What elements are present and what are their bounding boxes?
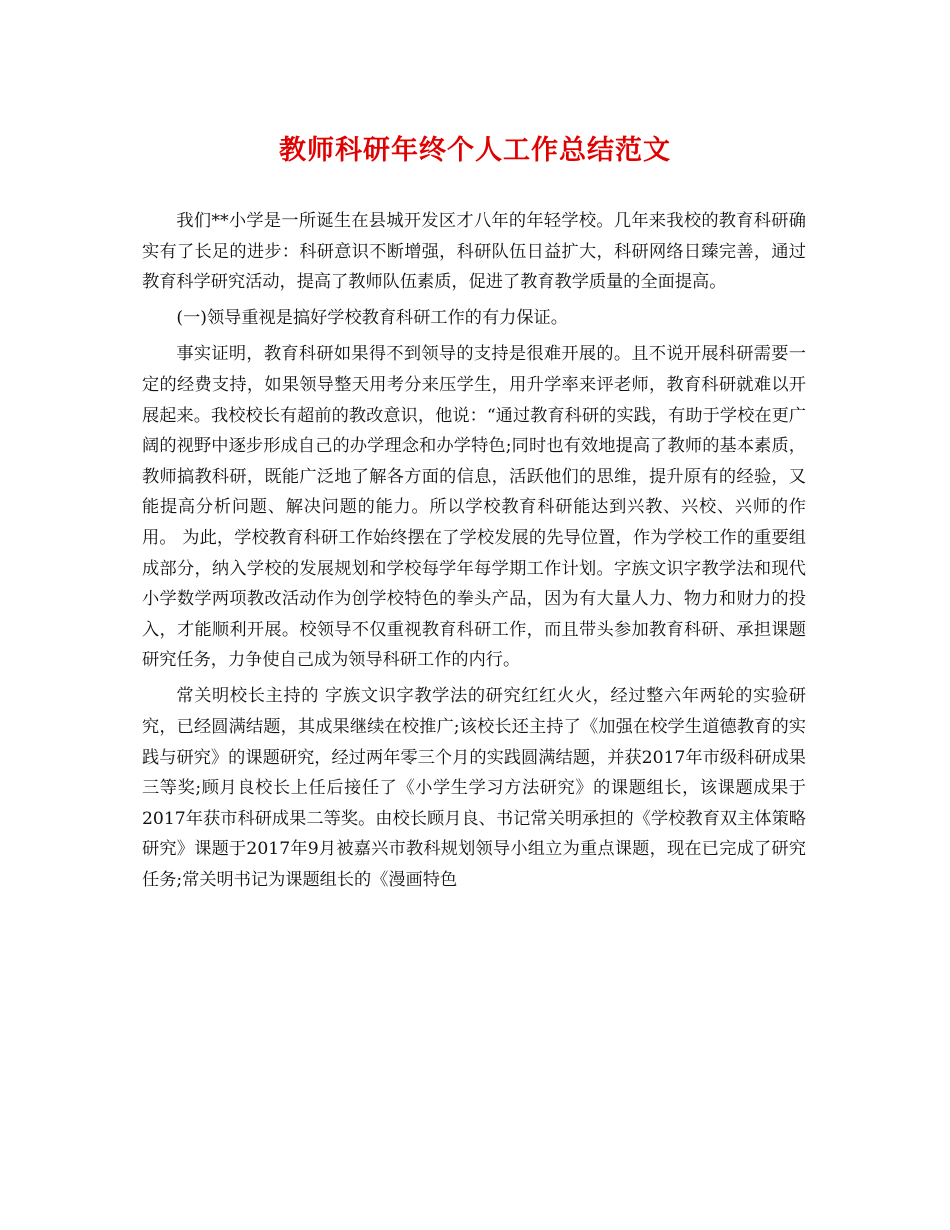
document-title: 教师科研年终个人工作总结范文 (279, 135, 671, 166)
paragraph-leadership: 事实证明，教育科研如果得不到领导的支持是很难开展的。且不说开展科研需要一定的经费支持，如果领导整天用考分来压学生，用升学率来评老师，教育科研就难以开展起来。我校校长有超前的教改意识，他说：“通过教育科研的实践，有助于学校在更广阔的视野中逐步形成自己的办学理念和办学特色;同时也有效地提高了教师的基本素质，教师搞教科研，既能广泛地了解各方面的信息，活跃他们的思维，提升原有的经验，又能提高分析问题、解决问题的能力。所以学校教育科研能达到兴教、兴校、兴师的作用。 为此，学校教育科研工作始终摆在了学校发展的先导位置，作为学校工作的重要组成部分，纳入学校的发展规划和学校每学年每学期工作计划。字族文识字教学法和现代小学数学两项教改活动作为创学校特色的拳头产品，因为有大量人力、物力和财力的投入，才能顺利开展。校领导不仅重视教育科研工作，而且带头参加教育科研、承担课题研究任务，力争使自己成为领导科研工作的内行。 (142, 344, 806, 671)
document-body (142, 206, 806, 901)
paragraph-section-heading: (一)领导重视是搞好学校教育科研工作的有力保证。 (176, 308, 568, 329)
paragraph-intro: 我们**小学是一所诞生在县城开发区才八年的年轻学校。几年来我校的教育科研确实有了长足的进步：科研意识不断增强，科研队伍日益扩大，科研网络日臻完善，通过教育科学研究活动，提高了教师队伍素质，促进了教育教学质量的全面提高。 (142, 211, 806, 293)
paragraph-projects: 常关明校长主持的 字族文识字教学法的研究红红火火，经过整六年两轮的实验研究，已经圆满结题，其成果继续在校推广;该校长还主持了《加强在校学生道德教育的实践与研究》的课题研究，经过两年零三个月的实践圆满结题，并获2017年市级科研成果三等奖;顾月良校长上任后接任了《小学生学习方法研究》的课题组长，该课题成果于2017年获市科研成果二等奖。由校长顾月良、书记常关明承担的《学校教育双主体策略研究》课题于2017年9月被嘉兴市教科规划领导小组立为重点课题，现在已完成了研究任务;常关明书记为课题组长的《漫画特色 (142, 686, 806, 890)
